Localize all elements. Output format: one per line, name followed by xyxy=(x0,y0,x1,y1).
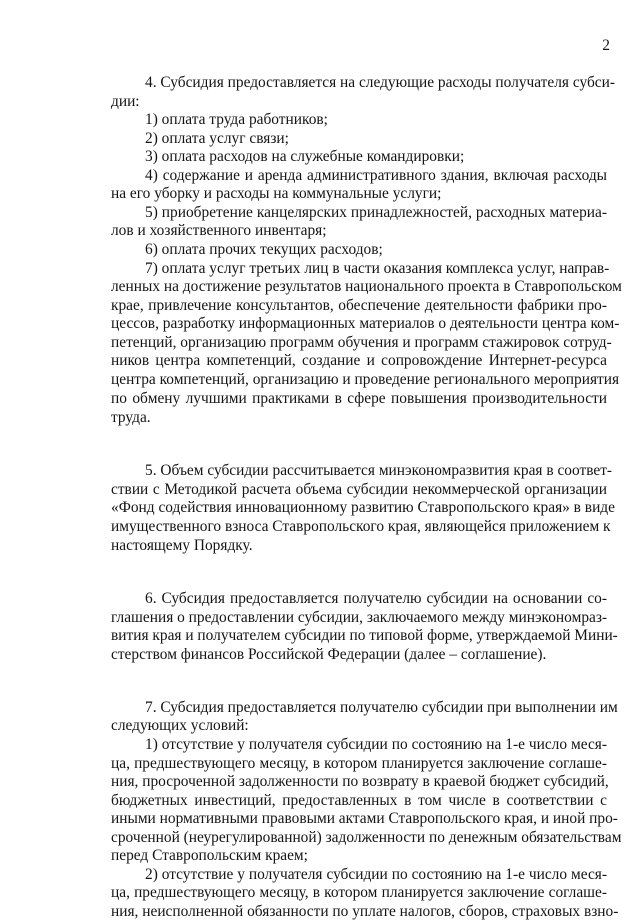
page-number: 2 xyxy=(602,37,610,54)
text-line-content: сроченной (неурегулированной) задолженности по денежным обязательствам xyxy=(111,828,622,846)
text-line-content: следующих условий: xyxy=(111,717,249,735)
text-line xyxy=(0,147,640,167)
text-line-content: цессов, разработку информационных материалов о деятельности центра ком- xyxy=(111,315,620,333)
text-line xyxy=(0,883,640,903)
text-line xyxy=(0,536,640,556)
text-line xyxy=(0,333,640,353)
text-line xyxy=(0,129,640,149)
text-line xyxy=(0,517,640,537)
text-line-content: 6) оплата прочих текущих расходов; xyxy=(145,241,383,259)
text-line-content: стерством финансов Российской Федерации (далее – соглашение). xyxy=(111,645,547,663)
text-line xyxy=(0,389,640,409)
text-line-content: 4) содержание и аренда административного здания, включая расходы xyxy=(145,166,607,184)
text-line-content: 1) отсутствие у получателя субсидии по состоянию на 1-е число меся- xyxy=(145,735,607,753)
text-line xyxy=(0,110,640,130)
text-line-content: на его уборку и расходы на коммунальные услуги; xyxy=(111,185,442,203)
text-line xyxy=(0,809,640,829)
text-line-content: ния, неисполненной обязанности по уплате налогов, сборов, страховых взно- xyxy=(111,903,619,920)
text-line xyxy=(0,589,640,609)
text-line xyxy=(0,408,640,428)
text-line-content: ников центра компетенций, создание и сопровождение Интернет-ресурса xyxy=(111,352,607,370)
text-line-content: 1) оплата труда работников; xyxy=(145,111,328,129)
text-line-content: 2) отсутствие у получателя субсидии по состоянию на 1-е число меся- xyxy=(145,865,607,883)
text-line-content: 3) оплата расходов на служебные командировки; xyxy=(145,148,465,166)
text-line xyxy=(0,772,640,792)
text-line-content: имущественного взноса Ставропольского края, являющейся приложением к xyxy=(111,517,611,535)
text-line-content: настоящему Порядку. xyxy=(111,537,253,555)
text-line-content: труда. xyxy=(111,408,151,426)
text-line-content: бюджетных инвестиций, предоставленных в том числе в соответствии с xyxy=(111,791,607,809)
text-line xyxy=(0,351,640,371)
text-line xyxy=(0,645,640,665)
text-line-content: глашения о предоставлении субсидии, заключаемого между минэкономраз- xyxy=(111,608,608,626)
text-line-content: вития края и получателем субсидии по типовой форме, утверждаемой Мини- xyxy=(111,627,618,645)
text-line-content: иными нормативными правовыми актами Ставропольского края, и иной про- xyxy=(111,810,618,828)
text-line-content: перед Ставропольским краем; xyxy=(111,847,308,865)
text-line xyxy=(0,221,640,241)
text-line-content: крае, привлечение консультантов, обеспечение деятельности фабрики про- xyxy=(111,296,607,314)
text-line xyxy=(0,626,640,646)
text-line-content: 5) приобретение канцелярских принадлежностей, расходных материа- xyxy=(145,203,607,221)
text-line xyxy=(0,735,640,755)
text-line-content: 7) оплата услуг третьих лиц в части оказания комплекса услуг, направ- xyxy=(145,259,610,277)
text-line-content: 5. Объем субсидии рассчитывается минэкономразвития края в соответ- xyxy=(145,461,613,479)
text-line-content: центра компетенций, организацию и проведение регионального мероприятия xyxy=(111,370,620,388)
text-line xyxy=(0,296,640,316)
text-line xyxy=(0,314,640,334)
text-line xyxy=(0,203,640,223)
text-line-content: 2) оплата услуг связи; xyxy=(145,129,289,147)
text-line xyxy=(0,754,640,774)
text-line-content: ца, предшествующего месяцу, в котором планируется заключение соглаше- xyxy=(111,754,607,772)
text-line-content: дии: xyxy=(111,92,140,110)
text-line xyxy=(0,608,640,628)
text-line-content: 4. Субсидия предоставляется на следующие расходы получателя субси- xyxy=(145,74,615,91)
text-line-content: по обмену лучшими практиками в сфере повышения производительности xyxy=(111,389,607,407)
text-line xyxy=(0,480,640,500)
text-line xyxy=(0,92,640,112)
text-line-content: петенций, организацию программ обучения и программ стажировок сотруд- xyxy=(111,333,612,351)
text-line xyxy=(0,184,640,204)
text-line xyxy=(0,461,640,481)
text-line xyxy=(0,73,640,93)
text-line xyxy=(0,240,640,260)
text-line xyxy=(0,370,640,390)
text-line xyxy=(0,698,640,718)
text-line xyxy=(0,166,640,186)
text-line-content: 7. Субсидия предоставляется получателю субсидии при выполнении им xyxy=(145,698,618,716)
text-line xyxy=(0,846,640,866)
text-line xyxy=(0,865,640,885)
text-line-content: ленных на достижение результатов национального проекта в Ставропольском xyxy=(111,278,622,296)
text-line xyxy=(0,277,640,297)
text-line xyxy=(0,902,640,922)
text-line xyxy=(0,828,640,848)
text-line-content: «Фонд содействия инновационному развитию Ставропольского края» в виде xyxy=(111,499,615,517)
text-line-content: лов и хозяйственного инвентаря; xyxy=(111,222,327,240)
text-line xyxy=(0,791,640,811)
text-line xyxy=(0,498,640,518)
text-line-content: ца, предшествующего месяцу, в котором планируется заключение соглаше- xyxy=(111,884,607,902)
text-line-content: ния, просроченной задолженности по возврату в краевой бюджет субсидий, xyxy=(111,773,609,791)
text-line-content: ствии с Методикой расчета объема субсидии некоммерческой организации xyxy=(111,480,607,498)
text-line xyxy=(0,259,640,279)
text-line-content: 6. Субсидия предоставляется получателю субсидии на основании со- xyxy=(145,590,607,608)
text-line xyxy=(0,716,640,736)
